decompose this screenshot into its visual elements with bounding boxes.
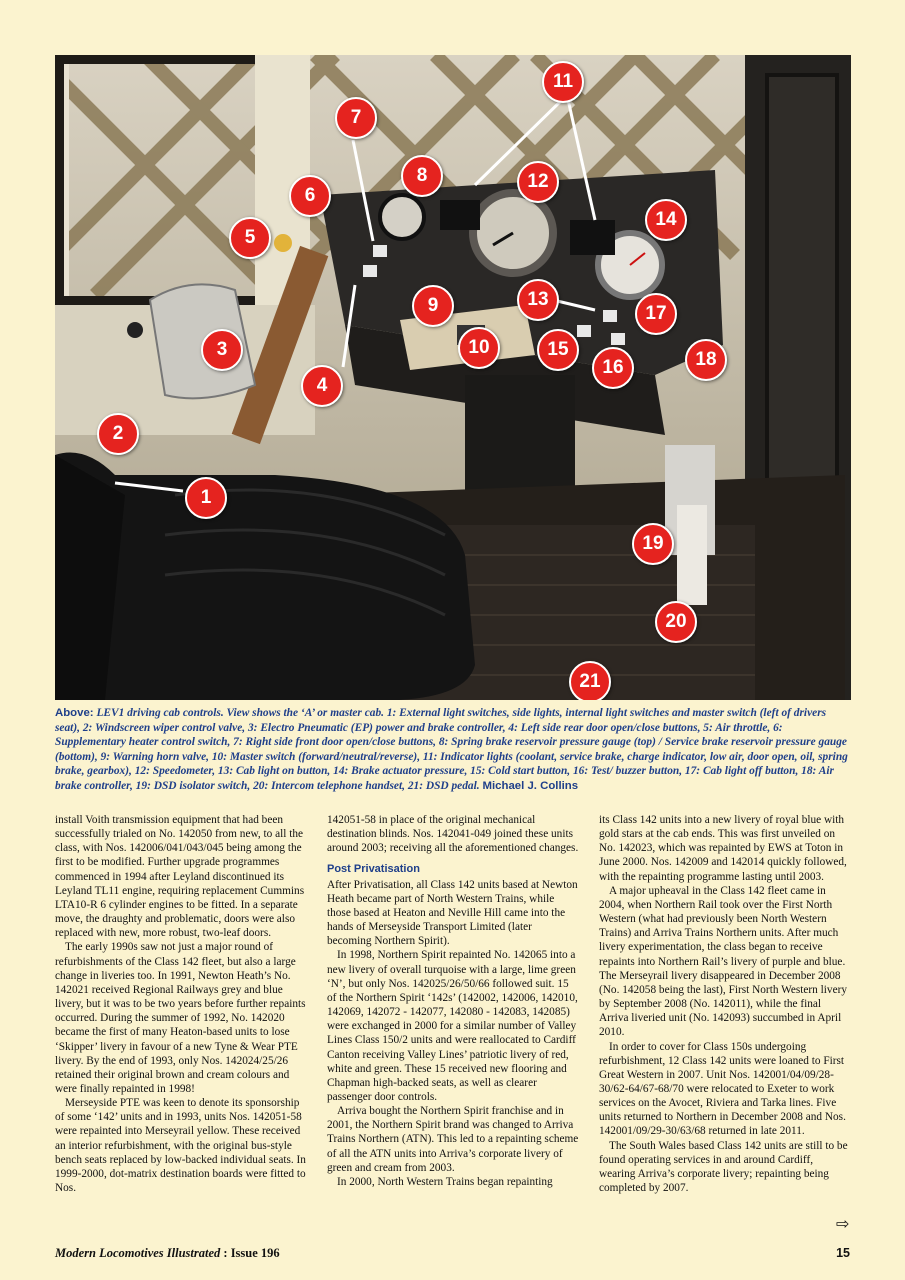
column-3	[599, 813, 851, 1195]
callout-10: 10	[458, 327, 500, 369]
paragraph: its Class 142 units into a new livery of royal blue with gold stars at the cab ends. This was first unveiled on No. 142023, which was repainted by EWS at Toton in June 2000. Nos. 142009 and 142014 quickly followed, with the repainting programme lasting until 2003.	[599, 814, 847, 883]
callout-12: 12	[517, 161, 559, 203]
paragraph: The early 1990s saw not just a major round of refurbishments of the Class 142 fleet, but also a large change in liveries too. In 1991, Newton Heath’s No. 142021 received Regional Railways grey and blue livery, but it was to be two years before further repaints occurred. During the summer of 1992, No. 142020 became the first of many Heaton-based units to lose ‘Skipper’ livery in favour of a new Tyne & Wear PTE livery. By the end of 1993, only Nos. 142024/25/26 retained their original brown and cream colours and were finally repainted in 1998!	[55, 941, 306, 1095]
paragraph: 142051-58 in place of the original mechanical destination blinds. Nos. 142041-049 joined these units around 2003; receiving all the aforementioned changes.	[327, 814, 579, 855]
paragraph: In 1998, Northern Spirit repainted No. 142065 into a new livery of overall turquoise with a large, lime green ‘N’, but only Nos. 142025/26/50/66 followed suit. 15 of the Northern Spirit ‘142s’ (142002, 142006, 142010, 142069, 142072 - 142077, 142080 - 142083, 142085) were exchanged in 2000 for a similar number of Valley Lines Class 150/2 units and were reallocated to Cardiff Canton receiving Valley Lines’ patriotic livery of red, white and green. These 15 received new flooring and Chapman high-backed seats, as well as clearer passenger door controls.	[327, 949, 578, 1103]
callout-17: 17	[635, 293, 677, 335]
cab-photo	[55, 55, 851, 700]
paragraph: Arriva bought the Northern Spirit franchise and in 2001, the Northern Spirit brand was changed to Arriva Trains Northern (ATN). This led to a repainting scheme of all the ATN units into Arriva’s corporate livery of green and cream from 2003.	[327, 1105, 579, 1174]
callout-11: 11	[542, 61, 584, 103]
callout-8: 8	[401, 155, 443, 197]
page-number: 15	[836, 1246, 850, 1260]
callout-14: 14	[645, 199, 687, 241]
callout-18: 18	[685, 339, 727, 381]
caption-lead: Above:	[55, 707, 94, 719]
issue-number: : Issue 196	[223, 1246, 280, 1260]
callout-4: 4	[301, 365, 343, 407]
paragraph: A major upheaval in the Class 142 fleet came in 2004, when Northern Rail took over the First North Western (what had previously been North Western Trains) and Arriva Trains Northern units. After much livery experimentation, the class began to receive repaints into Northern Rail’s livery of purple and blue. The Merseyrail livery disappeared in December 2008 (No. 142058 being the last), First North Western livery by September 2008 (No. 142011), while the final Arriva liveried unit (No. 142093) succumbed in April 2010.	[599, 884, 848, 1039]
paragraph: install Voith transmission equipment that had been successfully trialed on No. 142050 from new, to all the class, with Nos. 142006/041/043/045 being among the first to be modified. Further upgrade programmes commenced in 1994 after Leyland discontinued its Leyland TL11 engine, requiring replacement Cummins LTA10-R 6 cylinder engines to be fitted. In a separate move, the draughty and problematic, doors were also replaced with new, more robust, two-leaf doors.	[55, 814, 305, 940]
paragraph: The South Wales based Class 142 units are still to be found operating services in and around Cardiff, wearing Arriva’s corporate livery; repainting being completed by 2007.	[599, 1139, 848, 1195]
continued-arrow-icon: ⇨	[836, 1214, 850, 1233]
column-2	[327, 813, 579, 1189]
callout-2: 2	[97, 413, 139, 455]
caption-body: LEV1 driving cab controls. View shows the ‘A’ or master cab. 1: External light switches, side lights, internal light switches and master switch (left of drivers seat), 2: Windscreen wiper control valve, 3: Electro Pneumatic (EP) power and brake controller, 4: Left side rear door open/close buttons, 5: Air throttle, 6: Supplementary heater control switch, 7: Right side front door open/close buttons, 8: Spring brake reservoir pressure gauge (top) / Service brake reservoir pressure gauge (bottom), 9: Warning horn valve, 10: Master switch (forward/neutral/reverse), 11: Indicator lights (coolant, service brake, charge indicator, low air, door open, oil, spring brake, gearbox), 12: Speedometer, 13: Cab light on button, 14: Brake actuator pressure, 15: Cold start button, 16: Test/ buzzer button, 17: Cab light off button, 18: Air brake controller, 19: DSD isolator switch, 20: Intercom telephone handset, 21: DSD pedal.	[55, 707, 848, 792]
column-1	[55, 813, 307, 1195]
callout-19: 19	[632, 523, 674, 565]
paragraph: Merseyside PTE was keen to denote its sponsorship of some ‘142’ units and in 1993, units Nos. 142051-58 were repainted into Merseyrail yellow. These received an interior refurbishment, with the original bus-style bench seats replaced by low-backed individual seats. In 1999-2000, dot-matrix destination boards were fitted to Nos.	[55, 1097, 306, 1195]
callout-9: 9	[412, 285, 454, 327]
callout-13: 13	[517, 279, 559, 321]
callout-7: 7	[335, 97, 377, 139]
paragraph: After Privatisation, all Class 142 units based at Newton Heath became part of North Western Trains, while those based at Heaton and Neville Hill came into the hands of Merseyside Transport Limited (later becoming Northern Spirit).	[327, 878, 578, 948]
callout-15: 15	[537, 329, 579, 371]
photo-caption	[55, 706, 851, 794]
magazine-title: Modern Locomotives Illustrated	[55, 1246, 221, 1260]
callout-3: 3	[201, 329, 243, 371]
callout-6: 6	[289, 175, 331, 217]
paragraph: In 2000, North Western Trains began repainting	[337, 1175, 553, 1188]
footer-publication	[55, 1246, 280, 1261]
callout-20: 20	[655, 601, 697, 643]
callout-1: 1	[185, 477, 227, 519]
section-heading: Post Privatisation	[327, 863, 420, 876]
photo-credit: Michael J. Collins	[482, 779, 579, 792]
callout-16: 16	[592, 347, 634, 389]
paragraph: In order to cover for Class 150s undergoing refurbishment, 12 Class 142 units were loaned to First Great Western in 2007. Unit Nos. 142001/04/09/28-30/62-64/67-68/70 were relocated to Exeter to work services on the Avocet, Riviera and Tarka lines. Five units returned to Northern in December 2008 and Nos. 142001/09/29-30/63/68 returned in late 2011.	[599, 1040, 846, 1138]
callout-5: 5	[229, 217, 271, 259]
cab-photo-illustration	[55, 55, 851, 700]
callout-21: 21	[569, 661, 611, 700]
